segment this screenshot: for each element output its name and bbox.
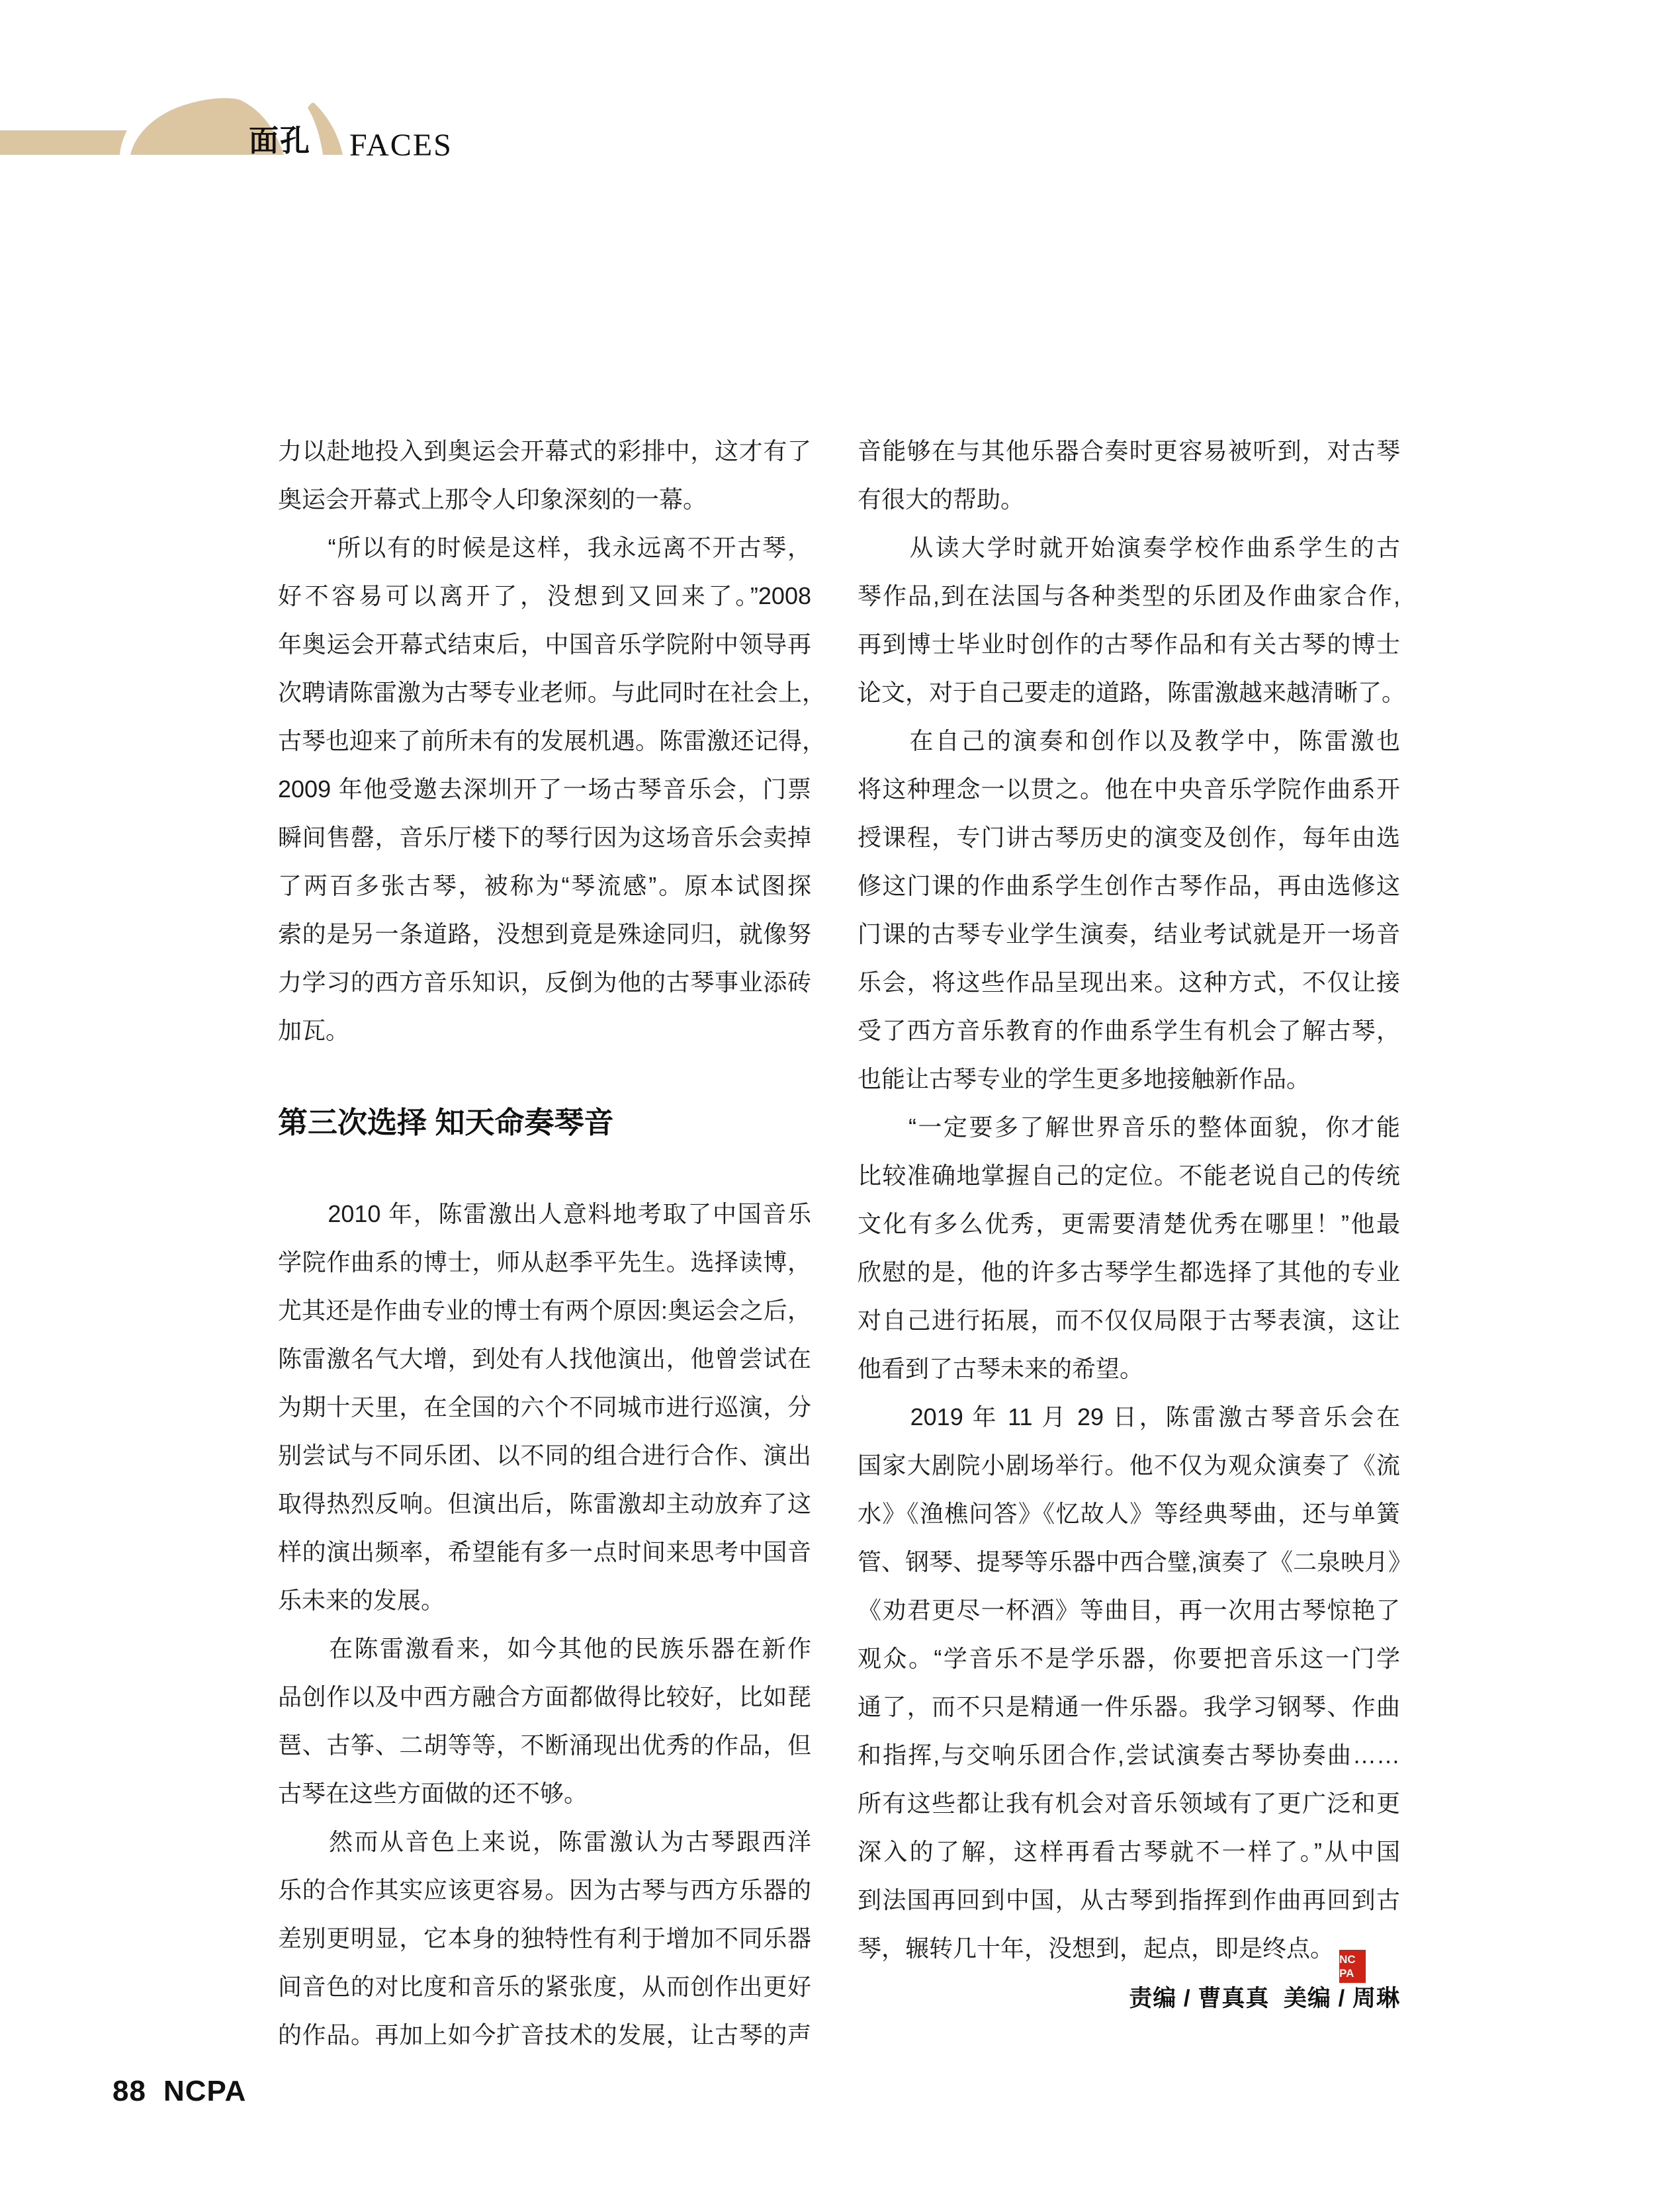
text-line: 他看到了古琴未来的希望。 <box>858 1355 1144 1382</box>
page-footer <box>112 2075 246 2108</box>
article-left-column <box>278 427 826 2059</box>
text-line: 品创作以及中西方融合方面都做得比较好，比如琵 <box>278 1683 811 1710</box>
text-line: 的作品。再加上如今扩音技术的发展，让古琴的声 <box>278 2021 811 2048</box>
text-line: 在陈雷激看来，如今其他的民族乐器在新作 <box>278 1635 811 1662</box>
text-line: 音能够在与其他乐器合奏时更容易被听到，对古琴 <box>858 437 1400 464</box>
text-line: 水》《渔樵问答》《忆故人》等经典琴曲，还与单簧 <box>858 1500 1400 1527</box>
text-line: 样的演出频率，希望能有多一点时间来思考中国音 <box>278 1538 811 1565</box>
paragraph <box>278 1817 811 2059</box>
text-line: 所有这些都让我有机会对音乐领域有了更广泛和更 <box>858 1790 1400 1817</box>
text-line: 好不容易可以离开了，没想到又回来了。”2008 <box>278 582 811 609</box>
paragraph <box>858 1103 1400 1393</box>
text-line: 乐的合作其实应该更容易。因为古琴与西方乐器的 <box>278 1876 811 1904</box>
ncpa-seal-line2: PA <box>1339 1967 1354 1980</box>
text-line: 2010 年，陈雷激出人意料地考取了中国音乐 <box>278 1200 811 1227</box>
text-line: “一定要多了解世界音乐的整体面貌，你才能 <box>858 1114 1400 1141</box>
paragraph <box>278 523 826 1055</box>
text-line: 了两百多张古琴，被称为“琴流感”。原本试图探 <box>278 872 811 899</box>
ncpa-seal-line1: NC <box>1339 1953 1356 1966</box>
text-line: 管、钢琴、提琴等乐器中西合璧,演奏了《二泉映月》 <box>858 1548 1413 1575</box>
text-line: 琴作品,到在法国与各种类型的乐团及作曲家合作, <box>858 582 1400 609</box>
section-heading: 第三次选择 知天命奏琴音 <box>278 1106 614 1139</box>
text-line: 古琴也迎来了前所未有的发展机遇。陈雷激还记得， <box>278 727 826 754</box>
text-line: 《劝君更尽一杯酒》等曲目，再一次用古琴惊艳了 <box>858 1597 1400 1624</box>
text-line: 也能让古琴专业的学生更多地接触新作品。 <box>858 1065 1311 1092</box>
text-line: 修这门课的作曲系学生创作古琴作品，再由选修这 <box>858 872 1400 899</box>
text-line: 次聘请陈雷激为古琴专业老师。与此同时在社会上， <box>278 679 826 706</box>
text-line: 学院作曲系的博士，师从赵季平先生。选择读博， <box>278 1248 811 1276</box>
article-right-column <box>858 427 1413 1980</box>
header-bar-shape <box>0 130 127 155</box>
text-line: 通了，而不只是精通一件乐器。我学习钢琴、作曲 <box>858 1693 1400 1720</box>
text-line: 加瓦。 <box>278 1017 350 1044</box>
text-line: 门课的古琴专业学生演奏，结业考试就是开一场音 <box>858 920 1400 947</box>
paragraph <box>858 1393 1413 1980</box>
text-line: 差别更明显，它本身的独特性有利于增加不同乐器 <box>278 1925 811 1952</box>
text-line: 到法国再回到中国，从古琴到指挥到作曲再回到古 <box>858 1886 1400 1913</box>
text-line: 论文，对于自己要走的道路，陈雷激越来越清晰了。 <box>858 679 1406 706</box>
text-line: 琶、古筝、二胡等等，不断涌现出优秀的作品，但 <box>278 1731 811 1759</box>
text-line: 年奥运会开幕式结束后，中国音乐学院附中领导再 <box>278 631 811 658</box>
text-line: 力以赴地投入到奥运会开幕式的彩排中，这才有了 <box>278 437 811 464</box>
text-line: 欣慰的是，他的许多古琴学生都选择了其他的专业 <box>858 1258 1400 1286</box>
text-line: 有很大的帮助。 <box>858 486 1025 513</box>
text-line: “所以有的时候是这样，我永远离不开古琴， <box>278 534 811 561</box>
text-line: 从读大学时就开始演奏学校作曲系学生的古 <box>858 534 1400 561</box>
page-number: 88 <box>112 2075 146 2107</box>
text-line: 奥运会开幕式上那令人印象深刻的一幕。 <box>278 486 707 513</box>
text-line: 比较准确地掌握自己的定位。不能老说自己的传统 <box>858 1162 1400 1189</box>
text-line: 索的是另一条道路，没想到竟是殊途同归，就像努 <box>278 920 811 947</box>
text-line: 观众。“学音乐不是学乐器，你要把音乐这一门学 <box>858 1645 1400 1672</box>
paragraph <box>278 427 811 523</box>
section-title-zh: 面孔 <box>249 124 312 157</box>
ncpa-seal <box>1339 1950 1366 1983</box>
magazine-name: NCPA <box>163 2075 247 2107</box>
text-line: 乐会，将这些作品呈现出来。这种方式，不仅让接 <box>858 969 1400 996</box>
text-line: 再到博士毕业时创作的古琴作品和有关古琴的博士 <box>858 631 1400 658</box>
text-line: 然而从音色上来说，陈雷激认为古琴跟西洋 <box>278 1828 811 1855</box>
paragraph <box>858 523 1406 717</box>
text-line: 为期十天里，在全国的六个不同城市进行巡演，分 <box>278 1393 811 1421</box>
text-line: 深入的了解，这样再看古琴就不一样了。”从中国 <box>858 1838 1400 1865</box>
text-line: 尤其还是作曲专业的博士有两个原因:奥运会之后， <box>278 1297 811 1324</box>
text-line: 国家大剧院小剧场举行。他不仅为观众演奏了《流 <box>858 1452 1400 1479</box>
text-line: 2009 年他受邀去深圳开了一场古琴音乐会，门票 <box>278 775 811 803</box>
header-swoosh-shape <box>308 103 343 155</box>
credits-line: 责编 / 曹真真 美编 / 周琳 <box>1129 1986 1400 2011</box>
text-line: 琴，辗转几十年，没想到，起点，即是终点。 NC PA <box>858 1924 1400 1972</box>
text-line: 和指挥,与交响乐团合作,尝试演奏古琴协奏曲…… <box>858 1741 1400 1769</box>
text-line: 力学习的西方音乐知识，反倒为他的古琴事业添砖 <box>278 969 811 996</box>
text-line: 2019 年 11 月 29 日，陈雷激古琴音乐会在 <box>858 1403 1400 1430</box>
section-title-en: FACES <box>349 128 453 163</box>
paragraph <box>858 717 1400 1103</box>
text-line: 取得热烈反响。但演出后，陈雷激却主动放弃了这 <box>278 1490 811 1517</box>
text-line: 授课程，专门讲古琴历史的演变及创作，每年由选 <box>858 824 1400 851</box>
text-line: 在自己的演奏和创作以及教学中，陈雷激也 <box>858 727 1400 754</box>
text-line: 将这种理念一以贯之。他在中央音乐学院作曲系开 <box>858 775 1400 803</box>
paragraph <box>278 1624 811 1817</box>
header-swoosh-graphic <box>0 0 503 198</box>
text-line: 受了西方音乐教育的作曲系学生有机会了解古琴， <box>858 1017 1400 1044</box>
text-line: 陈雷激名气大增，到处有人找他演出，他曾尝试在 <box>278 1345 811 1372</box>
text-line: 瞬间售罄，音乐厅楼下的琴行因为这场音乐会卖掉 <box>278 824 811 851</box>
text-line: 对自己进行拓展，而不仅仅局限于古琴表演，这让 <box>858 1307 1400 1334</box>
paragraph <box>858 427 1400 523</box>
paragraph <box>278 1190 811 1624</box>
text-line: 乐未来的发展。 <box>278 1587 445 1614</box>
text-line: 间音色的对比度和音乐的紧张度，从而创作出更好 <box>278 1973 811 2000</box>
text-line: 别尝试与不同乐团、以不同的组合进行合作、演出 <box>278 1442 811 1469</box>
text-line: 古琴在这些方面做的还不够。 <box>278 1780 588 1807</box>
text-line: 文化有多么优秀，更需要清楚优秀在哪里！”他最 <box>858 1210 1400 1237</box>
